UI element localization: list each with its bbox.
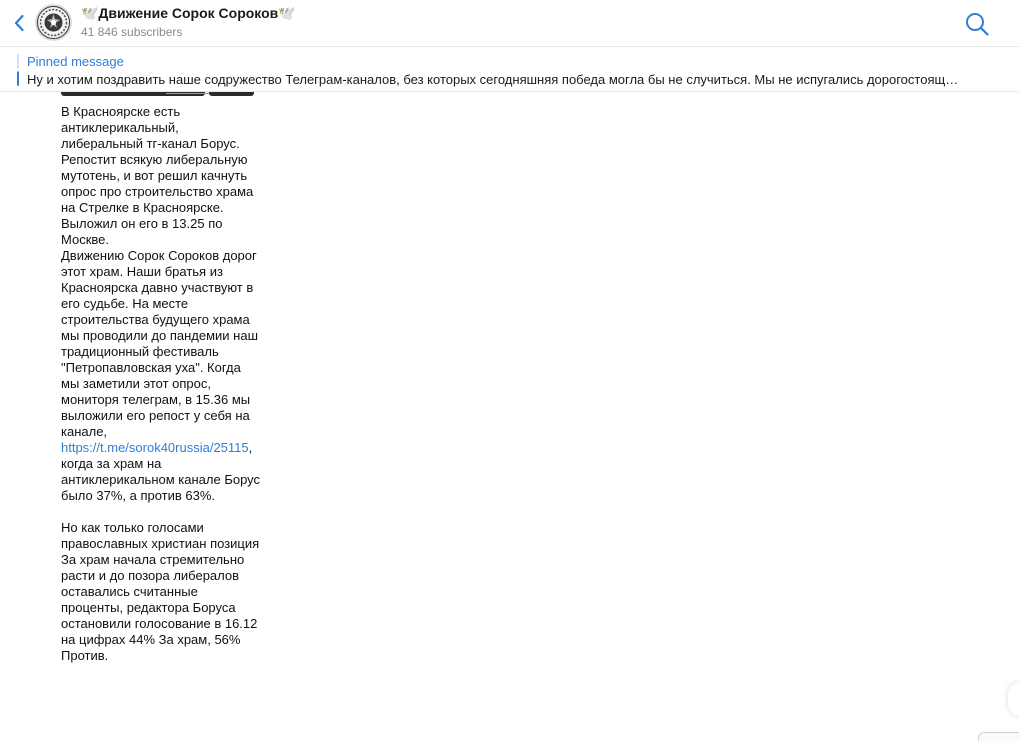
link-punctuation: , bbox=[248, 440, 253, 455]
message-paragraph-3: Но как только голосами православных христиан позиция За храм начала стремительно расти и до позора либералов оставались считанные проценты, редактора Боруса остановили голосование в 16.12 на цифрах 44% За храм, 56% Против. bbox=[61, 520, 260, 663]
media-preview-left[interactable] bbox=[61, 92, 205, 96]
channel-avatar[interactable] bbox=[35, 4, 72, 41]
chat-header bbox=[0, 0, 1019, 47]
channel-title[interactable]: 🕊️Движение Сорок Сороков🕊️ bbox=[81, 5, 296, 21]
message-text bbox=[61, 104, 261, 664]
pinned-preview-text: Ну и хотим поздравить наше содружество Телеграм-каналов, без которых сегодняшняя победа могла бы не случиться. Мы не испугались дорогостоящ… bbox=[27, 72, 959, 87]
message-paragraph-1: В Красноярске есть антиклерикальный, либеральный тг-канал Борус. Репостит всякую либеральную мутотень, и вот решил качнуть опрос про строительство храма на Стрелке в Красноярске. Выложил он его в 13.25 по Москве. Движению Сорок Сороков дорог этот храм. Наши братья из Красноярска давно участвуют в его судьбе. На месте строительства будущего храма мы проводили до пандемии наш традиционный фестиваль "Петропавловская уха". Когда мы заметили этот опрос, мониторя телеграм, в 15.36 мы выложили его репост у себя на канале, bbox=[61, 104, 259, 439]
message-list[interactable] bbox=[0, 92, 1019, 741]
subscriber-count: 41 846 subscribers bbox=[81, 25, 183, 39]
chevron-left-icon bbox=[13, 14, 25, 32]
channel-logo-icon bbox=[35, 4, 72, 41]
search-button[interactable] bbox=[964, 11, 990, 37]
pinned-label: Pinned message bbox=[27, 54, 124, 69]
scroll-down-button[interactable] bbox=[1008, 682, 1019, 716]
pinned-indicator bbox=[17, 54, 19, 86]
pinned-message-bar[interactable] bbox=[0, 48, 1019, 92]
message-link[interactable]: https://t.me/sorok40russia/25115 bbox=[61, 440, 249, 455]
corner-widget bbox=[978, 732, 1019, 741]
back-button[interactable] bbox=[8, 10, 30, 36]
message-paragraph bbox=[61, 104, 261, 664]
media-preview-right[interactable] bbox=[209, 92, 254, 96]
message-paragraph-2: когда за храм на антиклерикальном канале Борус было 37%, а против 63%. bbox=[61, 456, 261, 503]
search-icon bbox=[964, 11, 990, 37]
